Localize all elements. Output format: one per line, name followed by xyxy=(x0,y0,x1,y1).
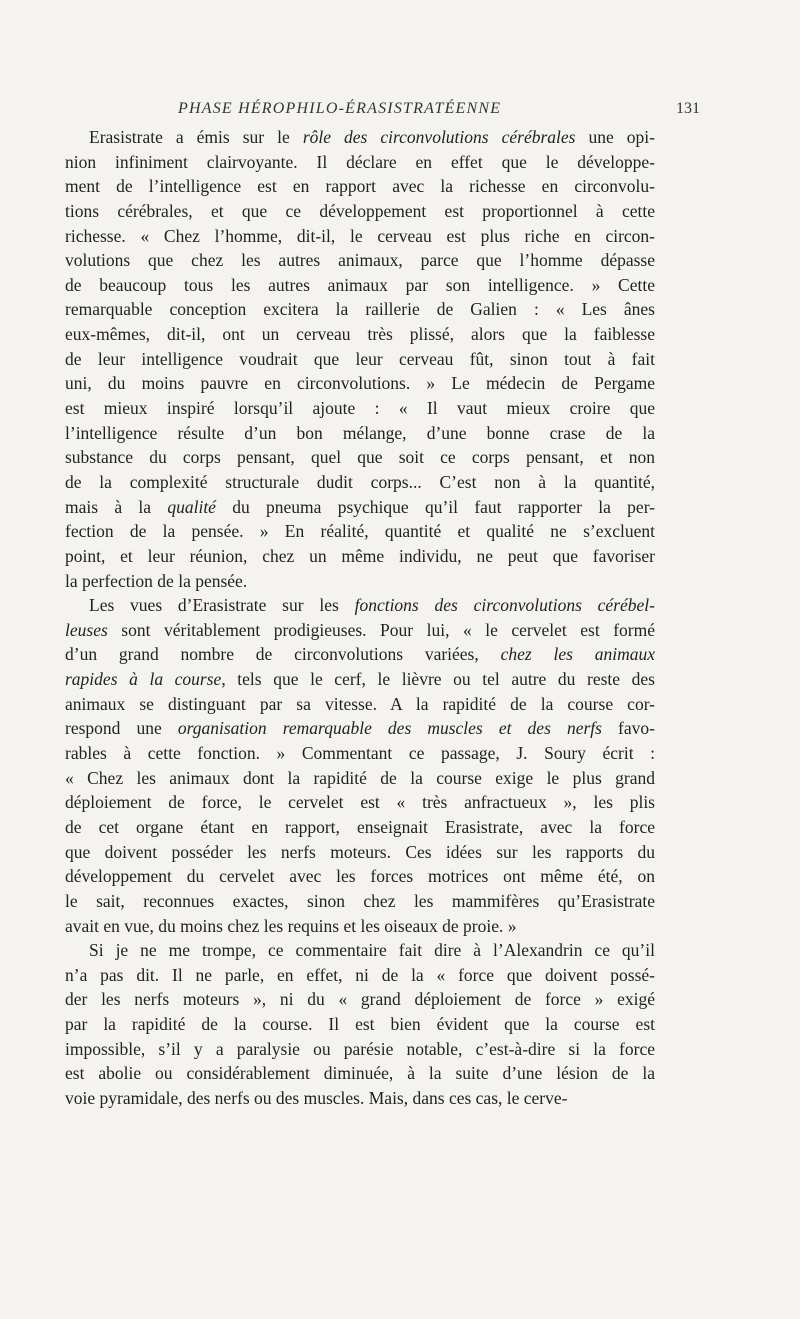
text-span: développement du cervelet avec les forces motrices ont même été, on xyxy=(65,866,655,887)
text-span: avait en vue, du moins chez les requins et les oiseaux de proie. » xyxy=(65,915,517,936)
text-line xyxy=(65,618,655,643)
text-span: der les nerfs moteurs », ni du « grand déploiement de force » exigé xyxy=(65,989,655,1010)
text-line xyxy=(65,914,655,939)
text-line xyxy=(65,593,655,618)
text-span: n’a pas dit. Il ne parle, en effet, ni de la « force que doivent possé- xyxy=(65,964,655,985)
text-span: respond une xyxy=(65,718,178,739)
text-span: , tels que le cerf, le lièvre ou tel autre du reste des xyxy=(221,669,655,690)
text-line xyxy=(65,371,655,396)
text-line xyxy=(65,667,655,692)
page-number: 131 xyxy=(676,100,700,117)
text-line xyxy=(65,741,655,766)
text-line xyxy=(65,1012,655,1037)
text-line xyxy=(65,815,655,840)
text-span: tions cérébrales, et que ce développement est proportionnel à cette xyxy=(65,200,655,221)
paragraph xyxy=(65,938,655,1110)
text-span: le sait, reconnues exactes, sinon chez les mammifères qu’Erasistrate xyxy=(65,890,655,911)
text-span: volutions que chez les autres animaux, parce que l’homme dépasse xyxy=(65,250,655,271)
text-line xyxy=(65,1061,655,1086)
text-line xyxy=(65,174,655,199)
italic-span: rôle des circonvolutions cérébrales xyxy=(302,127,576,147)
text-line xyxy=(65,125,655,150)
text-line xyxy=(65,519,655,544)
italic-span: qualité xyxy=(167,496,216,517)
text-line xyxy=(65,864,655,889)
text-line xyxy=(65,840,655,865)
text-line xyxy=(65,1086,655,1111)
text-line xyxy=(65,495,655,520)
paragraph xyxy=(65,125,655,593)
text-line xyxy=(65,396,655,421)
text-line xyxy=(65,692,655,717)
text-span: rables à cette fonction. » Commentant ce passage, J. Soury écrit : xyxy=(65,743,655,764)
italic-span: rapides à la course xyxy=(65,669,222,690)
body-text xyxy=(65,125,655,1111)
text-line xyxy=(65,273,655,298)
text-line xyxy=(65,889,655,914)
text-span: l’intelligence résulte d’un bon mélange, d’une bonne crase de la xyxy=(65,422,655,443)
text-line xyxy=(65,421,655,446)
text-span: fection de la pensée. » En réalité, quantité et qualité ne s’excluent xyxy=(65,521,655,542)
text-span: remarquable conception excitera la raillerie de Galien : « Les ânes xyxy=(65,299,655,320)
text-span: ment de l’intelligence est en rapport avec la richesse en circonvolu- xyxy=(65,176,655,197)
text-line xyxy=(65,569,655,594)
text-line xyxy=(65,544,655,569)
text-span: sont véritablement prodigieuses. Pour lui, « le cervelet est formé xyxy=(107,619,655,640)
text-span: de beaucoup tous les autres animaux par son intelligence. » Cette xyxy=(65,274,655,295)
text-span: par la rapidité de la course. Il est bien évident que la course est xyxy=(65,1014,655,1035)
italic-span: organisation remarquable des muscles et des nerfs xyxy=(177,718,602,739)
running-title: PHASE HÉROPHILO-ÉRASISTRATÉENNE xyxy=(178,100,502,117)
text-span: la perfection de la pensée. xyxy=(65,570,248,591)
text-line xyxy=(65,766,655,791)
text-span: Erasistrate a émis sur le xyxy=(89,127,303,147)
text-span: est abolie ou considérablement diminuée, à la suite d’une lésion de la xyxy=(65,1063,655,1084)
text-span: Si je ne me trompe, ce commentaire fait dire à l’Alexandrin ce qu’il xyxy=(89,940,655,961)
text-span: une opi- xyxy=(575,127,655,147)
text-line xyxy=(65,790,655,815)
text-line xyxy=(65,248,655,273)
text-span: nion infiniment clairvoyante. Il déclare en effet que le développe- xyxy=(65,151,655,172)
text-span: richesse. « Chez l’homme, dit-il, le cerveau est plus riche en circon- xyxy=(65,225,655,246)
italic-span: fonctions des circonvolutions cérébel- xyxy=(354,595,655,616)
text-line xyxy=(65,470,655,495)
text-span: voie pyramidale, des nerfs ou des muscles. Mais, dans ces cas, le cerve- xyxy=(65,1087,568,1108)
paragraph xyxy=(65,593,655,938)
text-span: d’un grand nombre de circonvolutions variées, xyxy=(65,644,501,665)
text-line xyxy=(65,987,655,1012)
text-span: favo- xyxy=(601,718,655,739)
text-line xyxy=(65,150,655,175)
text-line xyxy=(65,642,655,667)
italic-span: leuses xyxy=(65,619,108,640)
text-line xyxy=(65,224,655,249)
text-span: de la complexité structurale dudit corps... C’est non à la quantité, xyxy=(65,471,655,492)
running-head xyxy=(130,100,700,122)
text-span: du pneuma psychique qu’il faut rapporter la per- xyxy=(215,496,655,517)
italic-span: chez les animaux xyxy=(500,644,655,665)
text-line xyxy=(65,347,655,372)
text-line xyxy=(65,297,655,322)
text-span: que doivent posséder les nerfs moteurs. Ces idées sur les rapports du xyxy=(65,841,655,862)
text-span: déploiement de force, le cervelet est « très anfractueux », les plis xyxy=(65,792,655,813)
text-span: animaux se distinguant par sa vitesse. A la rapidité de la course cor- xyxy=(65,693,655,714)
text-span: « Chez les animaux dont la rapidité de la course exige le plus grand xyxy=(65,767,655,788)
text-span: est mieux inspiré lorsqu’il ajoute : « Il vaut mieux croire que xyxy=(65,398,655,419)
text-span: de cet organe étant en rapport, enseignait Erasistrate, avec la force xyxy=(65,816,655,837)
text-span: point, et leur réunion, chez un même individu, ne peut que favoriser xyxy=(65,545,655,566)
text-span: Les vues d’Erasistrate sur les xyxy=(89,595,355,616)
text-span: substance du corps pensant, quel que soit ce corps pensant, et non xyxy=(65,447,655,468)
text-line xyxy=(65,322,655,347)
text-line xyxy=(65,199,655,224)
text-span: eux-mêmes, dit-il, ont un cerveau très plissé, alors que la faiblesse xyxy=(65,324,655,345)
text-line xyxy=(65,963,655,988)
text-line xyxy=(65,716,655,741)
text-span: impossible, s’il y a paralysie ou parésie notable, c’est-à-dire si la force xyxy=(65,1038,655,1059)
text-line xyxy=(65,445,655,470)
text-span: mais à la xyxy=(65,496,168,517)
text-span: de leur intelligence voudrait que leur cerveau fût, sinon tout à fait xyxy=(65,348,655,369)
text-line xyxy=(65,1037,655,1062)
text-span: uni, du moins pauvre en circonvolutions. » Le médecin de Pergame xyxy=(65,373,655,394)
text-line xyxy=(65,938,655,963)
